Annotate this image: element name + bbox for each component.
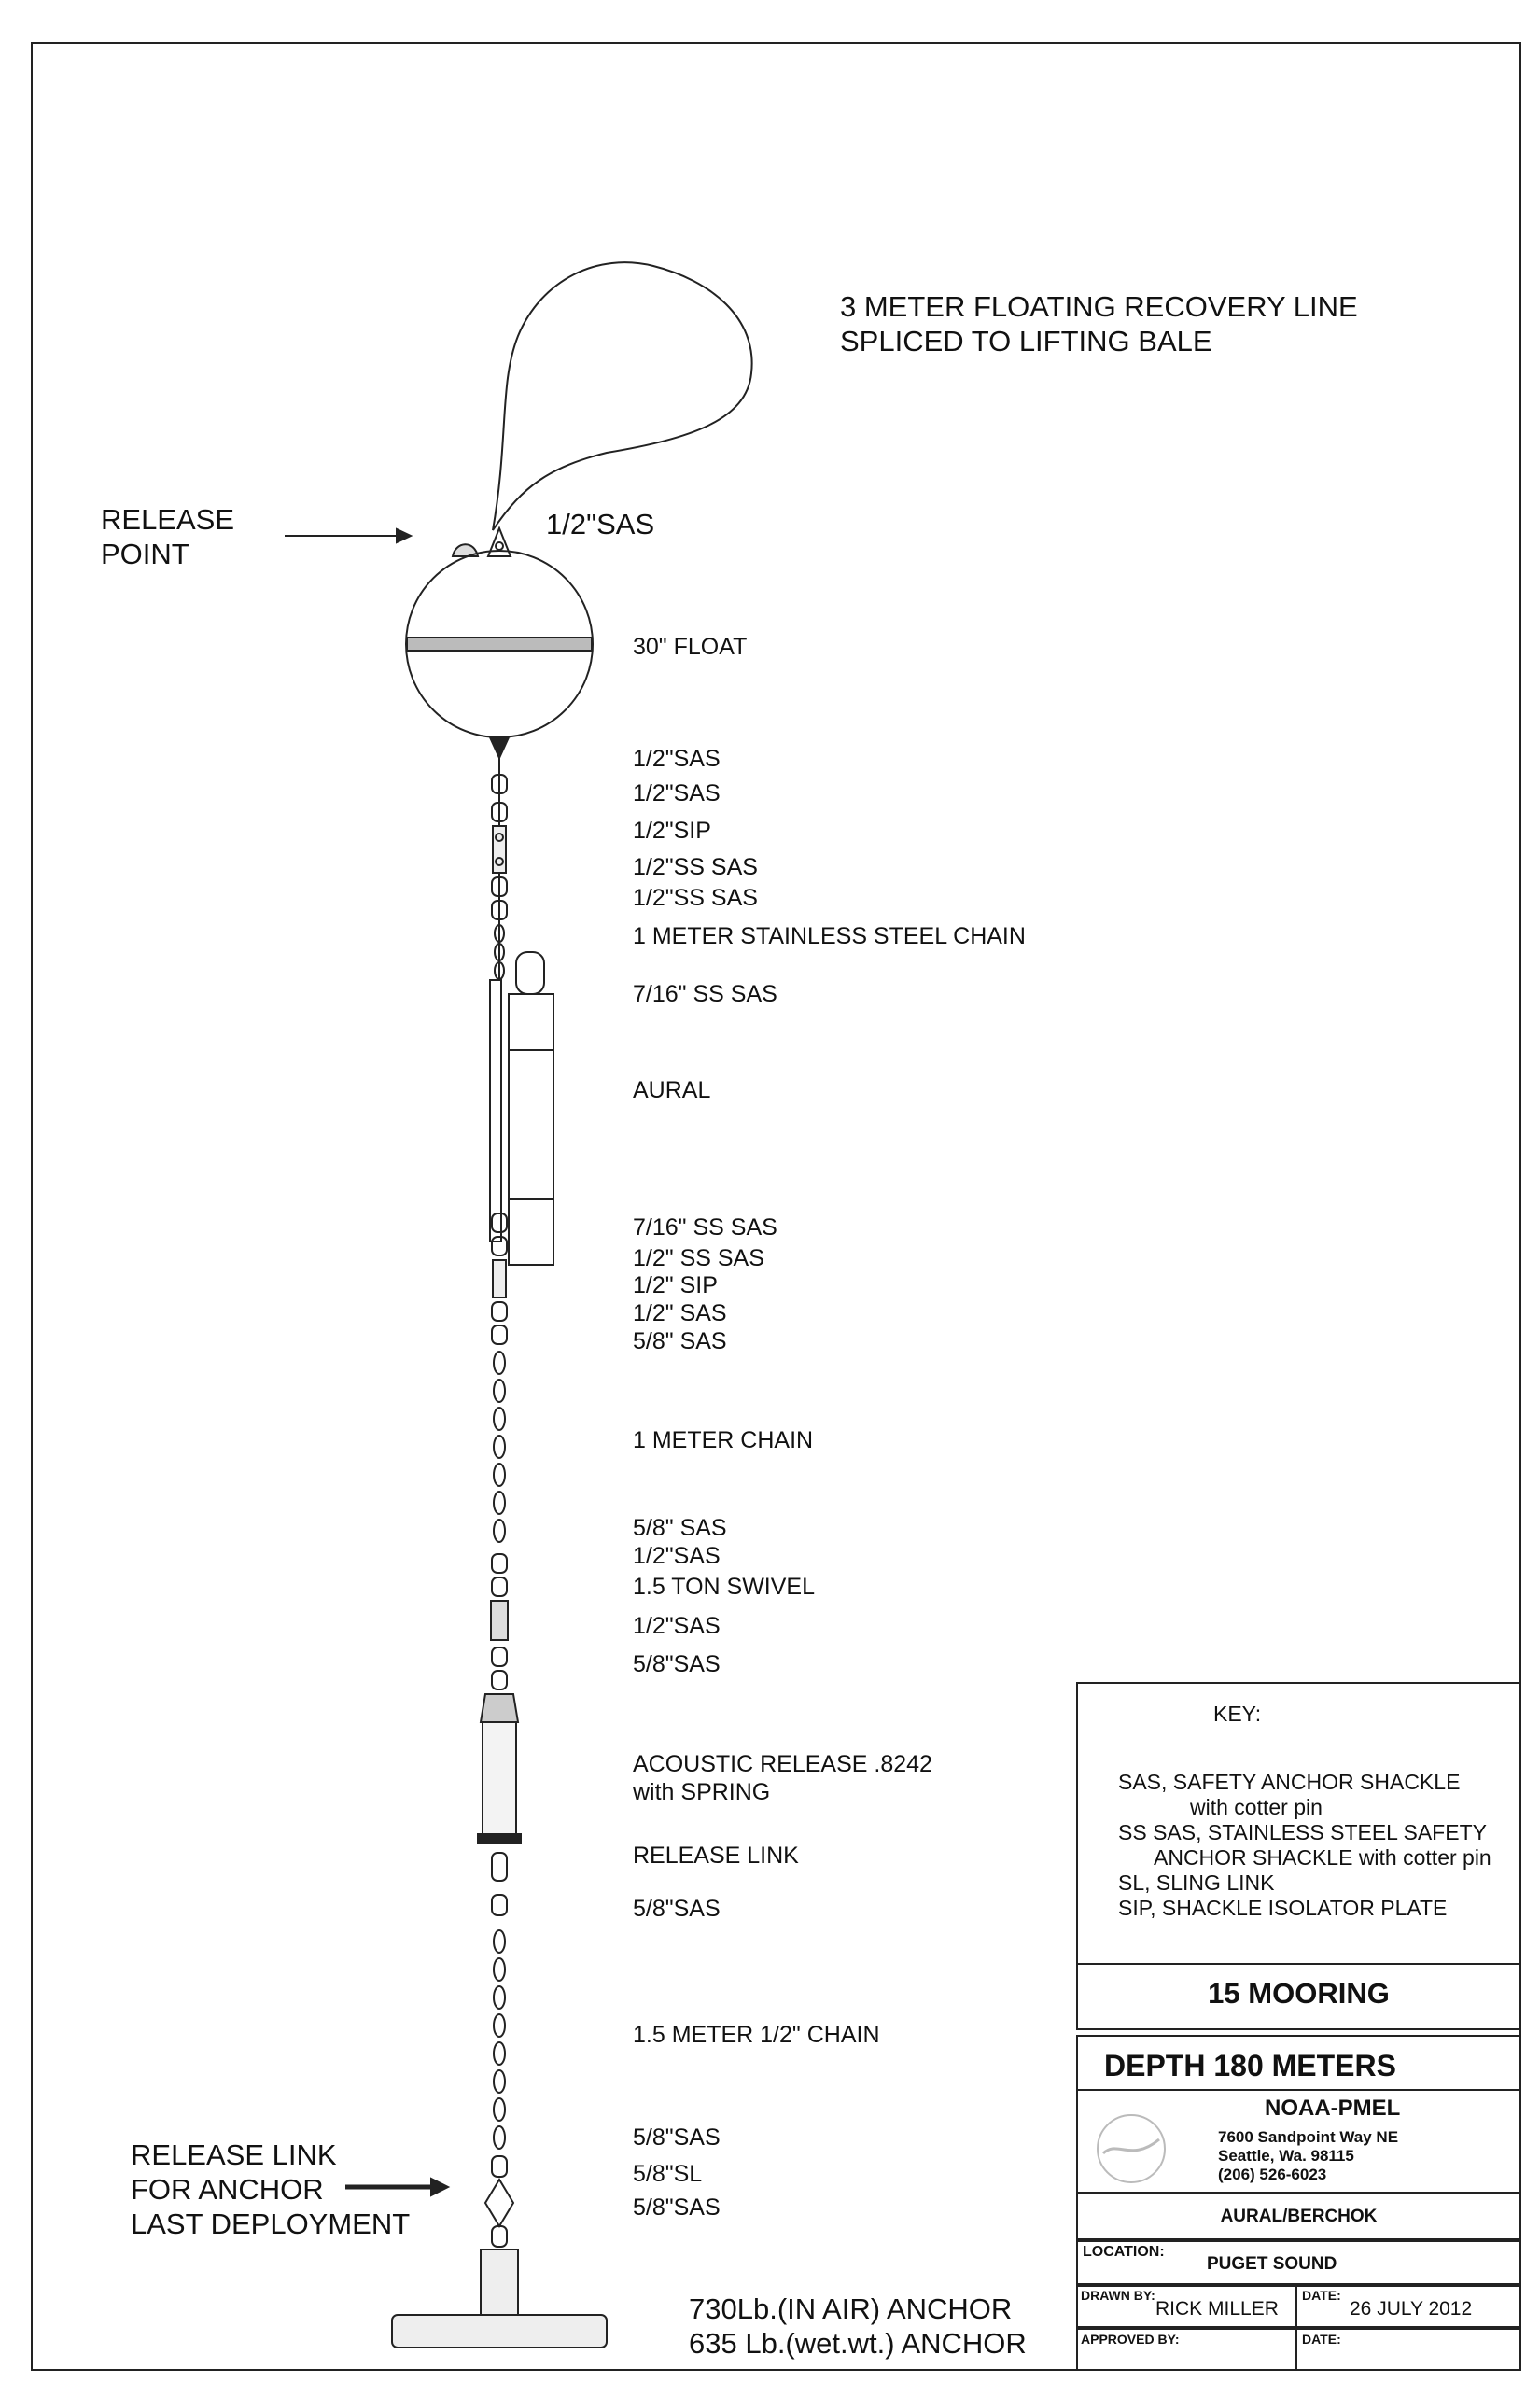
key-line: SS SAS, STAINLESS STEEL SAFETY [1118,1820,1487,1844]
top-shackle-label: 1/2"SAS [546,508,655,540]
aural-cap [516,952,544,994]
recovery-line-note: 3 METER FLOATING RECOVERY LINE SPLICED TO LIFTING BALE [840,290,1358,357]
component-label: 7/16" SS SAS [633,981,777,1007]
key-line: SAS, SAFETY ANCHOR SHACKLE [1118,1770,1461,1794]
drawn-by-label: DRAWN BY: [1081,2288,1155,2303]
anchor-wet-weight: 635 Lb.(wet.wt.) ANCHOR [689,2327,1027,2360]
component-label: RELEASE LINK [633,1843,799,1869]
mooring-title: 15 MOORING [1208,1977,1390,2010]
component-label: 1/2"SAS [633,780,721,806]
recovery-line [493,262,752,530]
component-label: 1/2"SS SAS [633,854,758,880]
depth-title: DEPTH 180 METERS [1104,2049,1396,2082]
component-label: 5/8"SAS [633,2194,721,2221]
component-label: with SPRING [633,1779,771,1805]
component-label: ACOUSTIC RELEASE .8242 [633,1751,932,1777]
location-label: LOCATION: [1083,2244,1165,2260]
approved-date-label: DATE: [1302,2332,1341,2347]
component-label: 1/2" SIP [633,1272,718,1298]
component-label: 30" FLOAT [633,634,748,660]
release-point-label: RELEASE POINT [101,503,235,570]
component-label: 1/2"SAS [633,1543,721,1569]
component-label: 1/2"SIP [633,818,711,844]
anchor-air-weight: 730Lb.(IN AIR) ANCHOR [689,2292,1013,2325]
component-label: 1 METER STAINLESS STEEL CHAIN [633,923,1026,949]
component-label: 5/8"SAS [633,1651,721,1677]
aural-cage-bar [490,980,501,1241]
component-label: 7/16" SS SAS [633,1214,777,1241]
drawn-by-value: RICK MILLER [1155,2298,1279,2320]
float-band [407,638,592,651]
approved-by-label: APPROVED BY: [1081,2332,1180,2347]
acoustic-release [483,1722,516,1843]
component-label: 1/2" SS SAS [633,1245,764,1271]
component-label: 5/8"SAS [633,2124,721,2151]
component-label: 5/8" SAS [633,1328,727,1354]
org-phone: (206) 526-6023 [1218,2166,1327,2183]
component-label: 1/2"SS SAS [633,885,758,911]
date-label: DATE: [1302,2288,1341,2303]
key-title: KEY: [1213,1702,1262,1726]
date-value: 26 JULY 2012 [1350,2298,1473,2320]
divider [1076,2089,1521,2091]
noaa-logo-icon [1085,2111,1178,2186]
component-label: 5/8"SAS [633,1896,721,1922]
component-label: AURAL [633,1077,711,1103]
location-value: PUGET SOUND [1207,2254,1337,2274]
org-address-1: 7600 Sandpoint Way NE [1218,2128,1399,2146]
component-label: 1/2" SAS [633,1300,727,1326]
anchor-block [392,2315,607,2348]
org-name: NOAA-PMEL [1265,2096,1401,2121]
key-line: ANCHOR SHACKLE with cotter pin [1154,1845,1491,1870]
key-line: SL, SLING LINK [1118,1871,1275,1895]
anchor-post [481,2250,518,2315]
component-label: 1/2"SAS [633,746,721,772]
component-label: 1/2"SAS [633,1613,721,1639]
org-address-2: Seattle, Wa. 98115 [1218,2147,1354,2165]
aural-body [509,994,553,1265]
component-label: 1 METER CHAIN [633,1427,814,1453]
component-label: 5/8"SL [633,2161,703,2187]
project-name: AURAL/BERCHOK [1220,2207,1378,2226]
swivel [491,1601,508,1640]
component-label: 5/8" SAS [633,1515,727,1541]
component-label: 1.5 METER 1/2" CHAIN [633,2022,880,2048]
key-line: SIP, SHACKLE ISOLATOR PLATE [1118,1896,1448,1920]
anchor-release-note: RELEASE LINK FOR ANCHOR LAST DEPLOYMENT [131,2138,411,2240]
key-line: with cotter pin [1190,1795,1323,1819]
component-label: 1.5 TON SWIVEL [633,1574,815,1600]
